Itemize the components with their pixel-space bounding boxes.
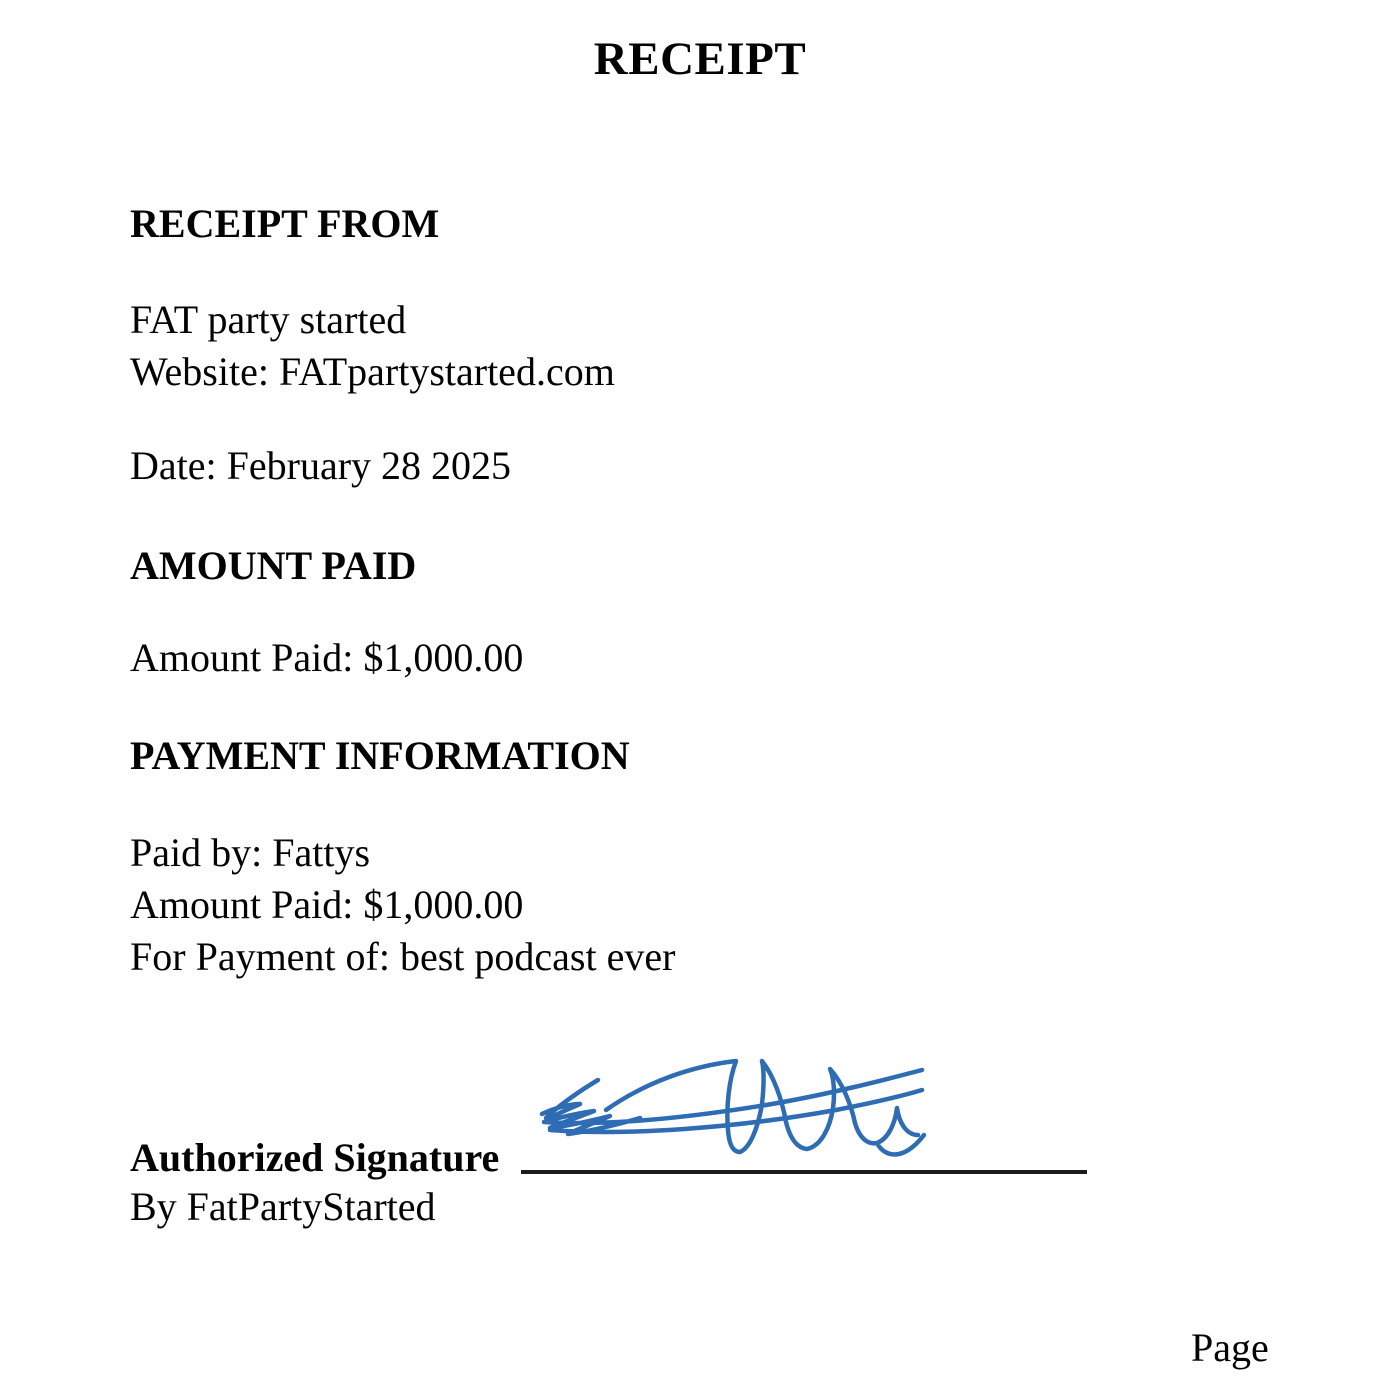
- payment-information-block: [130, 827, 675, 983]
- page-footer-label: Page: [1191, 1325, 1269, 1370]
- business-website: Website: FATpartystarted.com: [130, 349, 615, 394]
- document-title: RECEIPT: [593, 33, 807, 85]
- date-line: Date: February 28 2025: [130, 443, 512, 488]
- signature-scribble: [536, 1058, 932, 1162]
- authorized-signature-label: Authorized Signature: [130, 1135, 500, 1180]
- receipt-from-block: [130, 294, 615, 398]
- paid-by-line: Paid by: Fattys: [130, 830, 371, 875]
- signature-line: [521, 1170, 1087, 1174]
- signature-ink-path: [542, 1061, 924, 1154]
- signature-by-line: By FatPartyStarted: [130, 1184, 436, 1229]
- business-name: FAT party started: [130, 297, 407, 342]
- section-heading-payment-information: PAYMENT INFORMATION: [130, 733, 630, 778]
- section-heading-amount-paid: AMOUNT PAID: [130, 543, 417, 588]
- payment-amount-line: Amount Paid: $1,000.00: [130, 882, 524, 927]
- for-payment-line: For Payment of: best podcast ever: [130, 934, 676, 979]
- amount-paid-line: Amount Paid: $1,000.00: [130, 635, 524, 680]
- section-heading-receipt-from: RECEIPT FROM: [130, 201, 440, 246]
